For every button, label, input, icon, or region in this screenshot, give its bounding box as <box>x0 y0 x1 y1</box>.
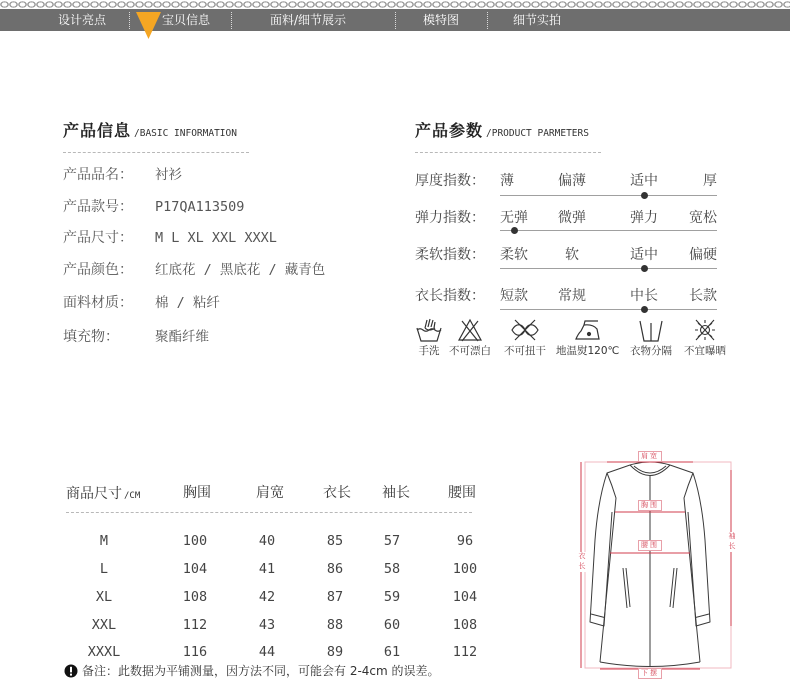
params-title: 产品参数 <box>415 121 484 140</box>
param-label-thickness: 厚度指数： <box>415 173 485 189</box>
active-tab-indicator <box>136 12 161 39</box>
table-cell: 61 <box>383 644 401 660</box>
info-section-title <box>63 121 237 141</box>
care-item-iron <box>556 317 618 359</box>
scale-marker <box>511 227 518 234</box>
info-label-sizes: 产品尺寸： <box>63 230 133 246</box>
scale-marker <box>641 306 648 313</box>
param-row-softness <box>415 245 720 277</box>
info-value-name: 衬衫 <box>155 167 182 183</box>
table-cell: 59 <box>383 589 401 605</box>
info-value-colors: 红底花 / 黑底花 / 藏青色 <box>155 262 326 278</box>
param-option: 适中 <box>630 247 658 263</box>
measurement-note: 备注：此数据为平铺测量，因方法不同，可能会有 2-4cm 的误差。 <box>82 664 440 678</box>
iron-low-temp-icon <box>572 317 602 343</box>
table-cell: 104 <box>182 561 208 577</box>
care-item-wash-separately <box>620 317 682 359</box>
table-cell: 108 <box>452 617 478 633</box>
scale-line <box>500 309 717 310</box>
care-label: 不宜曝晒 <box>684 345 726 357</box>
table-cell-size: L <box>99 561 109 577</box>
param-option: 中长 <box>630 288 658 304</box>
thickness-scale <box>500 171 717 201</box>
table-cell: 89 <box>326 644 344 660</box>
info-value-filling: 聚酯纤维 <box>155 329 209 345</box>
size-table-unit: /CM <box>124 491 141 501</box>
coat-outline <box>590 462 710 667</box>
diagram-label-chest: 胸围 <box>638 500 662 511</box>
nav-separator <box>395 12 396 29</box>
info-divider <box>63 152 249 153</box>
table-cell-size: XXXL <box>87 644 121 660</box>
elasticity-scale <box>500 208 717 238</box>
params-subtitle: /PRODUCT PARMETERS <box>486 128 589 139</box>
table-cell: 43 <box>258 617 276 633</box>
nav-separator <box>231 12 232 29</box>
table-cell: 100 <box>182 533 208 549</box>
diagram-frame <box>585 462 731 668</box>
size-table-title <box>66 483 140 503</box>
table-cell: 108 <box>182 589 208 605</box>
param-option: 常规 <box>558 288 586 304</box>
table-cell: 86 <box>326 561 344 577</box>
wash-separately-icon <box>636 317 666 343</box>
diagram-label-waist: 腰围 <box>638 540 662 551</box>
info-subtitle: /BASIC INFORMATION <box>134 128 237 139</box>
param-option: 短款 <box>500 288 528 304</box>
length-scale <box>500 286 717 316</box>
table-cell: 85 <box>326 533 344 549</box>
param-option: 宽松 <box>689 210 717 226</box>
info-title: 产品信息 <box>63 121 132 140</box>
param-row-elasticity <box>415 208 720 240</box>
scale-line <box>500 268 717 269</box>
params-divider <box>415 152 601 153</box>
param-option: 柔软 <box>500 247 528 263</box>
param-option: 适中 <box>630 173 658 189</box>
info-value-sizes: M L XL XXL XXXL <box>155 230 277 246</box>
scale-line <box>500 230 717 231</box>
info-value-fabric: 棉 / 粘纤 <box>155 295 220 311</box>
diagram-label-hem: 下摆 <box>638 668 662 679</box>
param-row-thickness <box>415 171 720 203</box>
diagram-label-length: 衣长 <box>578 552 586 572</box>
care-label: 不可漂白 <box>449 345 491 357</box>
param-label-length: 衣长指数： <box>415 288 485 304</box>
size-table-divider <box>66 512 472 513</box>
param-label-elasticity: 弹力指数： <box>415 210 485 226</box>
table-cell: 104 <box>452 589 478 605</box>
decorative-chain-border <box>0 0 790 9</box>
table-cell: 100 <box>452 561 478 577</box>
info-value-code: P17QA113509 <box>155 199 245 215</box>
info-label-filling: 填充物： <box>63 329 119 345</box>
diagram-label-sleeve: 袖长 <box>728 532 736 552</box>
coat-measurement-diagram <box>560 440 740 679</box>
column-header-chest: 胸围 <box>183 485 211 501</box>
scale-marker <box>641 265 648 272</box>
care-item-no-wring <box>494 317 556 359</box>
table-cell: 116 <box>182 644 208 660</box>
table-cell-size: XXL <box>91 617 117 633</box>
diagram-label-shoulder: 肩宽 <box>638 451 662 462</box>
param-row-length <box>415 286 720 318</box>
tab-fabric-details[interactable]: 面料/细节展示 <box>270 13 347 27</box>
softness-scale <box>500 245 717 275</box>
info-label-name: 产品品名： <box>63 167 133 183</box>
scale-marker <box>641 192 648 199</box>
params-section-title <box>415 121 589 141</box>
care-label: 衣物分隔 <box>630 345 672 357</box>
info-label-fabric: 面料材质： <box>63 295 133 311</box>
table-cell: 44 <box>258 644 276 660</box>
info-label-colors: 产品颜色： <box>63 262 133 278</box>
scale-line <box>500 195 717 196</box>
param-option: 薄 <box>500 173 514 189</box>
table-cell: 60 <box>383 617 401 633</box>
param-option: 长款 <box>689 288 717 304</box>
care-label: 地温熨120℃ <box>556 345 620 357</box>
no-wring-icon <box>510 317 540 343</box>
care-label: 不可扭干 <box>504 345 546 357</box>
param-option: 微弹 <box>558 210 586 226</box>
param-option: 厚 <box>703 173 717 189</box>
table-cell: 96 <box>456 533 474 549</box>
nav-separator <box>129 12 130 29</box>
nav-separator <box>487 12 488 29</box>
table-cell-size: XL <box>95 589 113 605</box>
tab-product-info[interactable]: 宝贝信息 <box>162 13 211 27</box>
table-cell: 57 <box>383 533 401 549</box>
table-cell: 88 <box>326 617 344 633</box>
param-option: 无弹 <box>500 210 528 226</box>
param-label-softness: 柔软指数： <box>415 247 485 263</box>
table-cell: 112 <box>452 644 478 660</box>
param-option: 偏薄 <box>558 173 586 189</box>
tab-detail-shots[interactable]: 细节实拍 <box>513 13 562 27</box>
table-cell: 58 <box>383 561 401 577</box>
table-cell: 112 <box>182 617 208 633</box>
tab-model-photos[interactable]: 模特图 <box>423 13 460 27</box>
table-cell: 42 <box>258 589 276 605</box>
care-label: 手洗 <box>418 345 440 357</box>
size-table-title-text: 商品尺寸 <box>66 486 122 502</box>
care-item-no-sun <box>674 317 736 359</box>
no-bleach-icon <box>455 317 485 343</box>
table-cell: 41 <box>258 561 276 577</box>
param-option: 软 <box>565 247 579 263</box>
care-item-no-bleach <box>439 317 501 359</box>
column-header-length: 衣长 <box>323 485 351 501</box>
column-header-sleeve: 袖长 <box>382 485 410 501</box>
table-cell: 87 <box>326 589 344 605</box>
info-label-code: 产品款号： <box>63 199 133 215</box>
column-header-waist: 腰围 <box>448 485 476 501</box>
no-sun-icon <box>690 317 720 343</box>
warning-icon <box>64 664 78 678</box>
table-cell: 40 <box>258 533 276 549</box>
table-cell-size: M <box>99 533 109 549</box>
column-header-shoulder: 肩宽 <box>256 485 284 501</box>
tab-design-highlights[interactable]: 设计亮点 <box>58 13 107 27</box>
param-option: 偏硬 <box>689 247 717 263</box>
param-option: 弹力 <box>630 210 658 226</box>
